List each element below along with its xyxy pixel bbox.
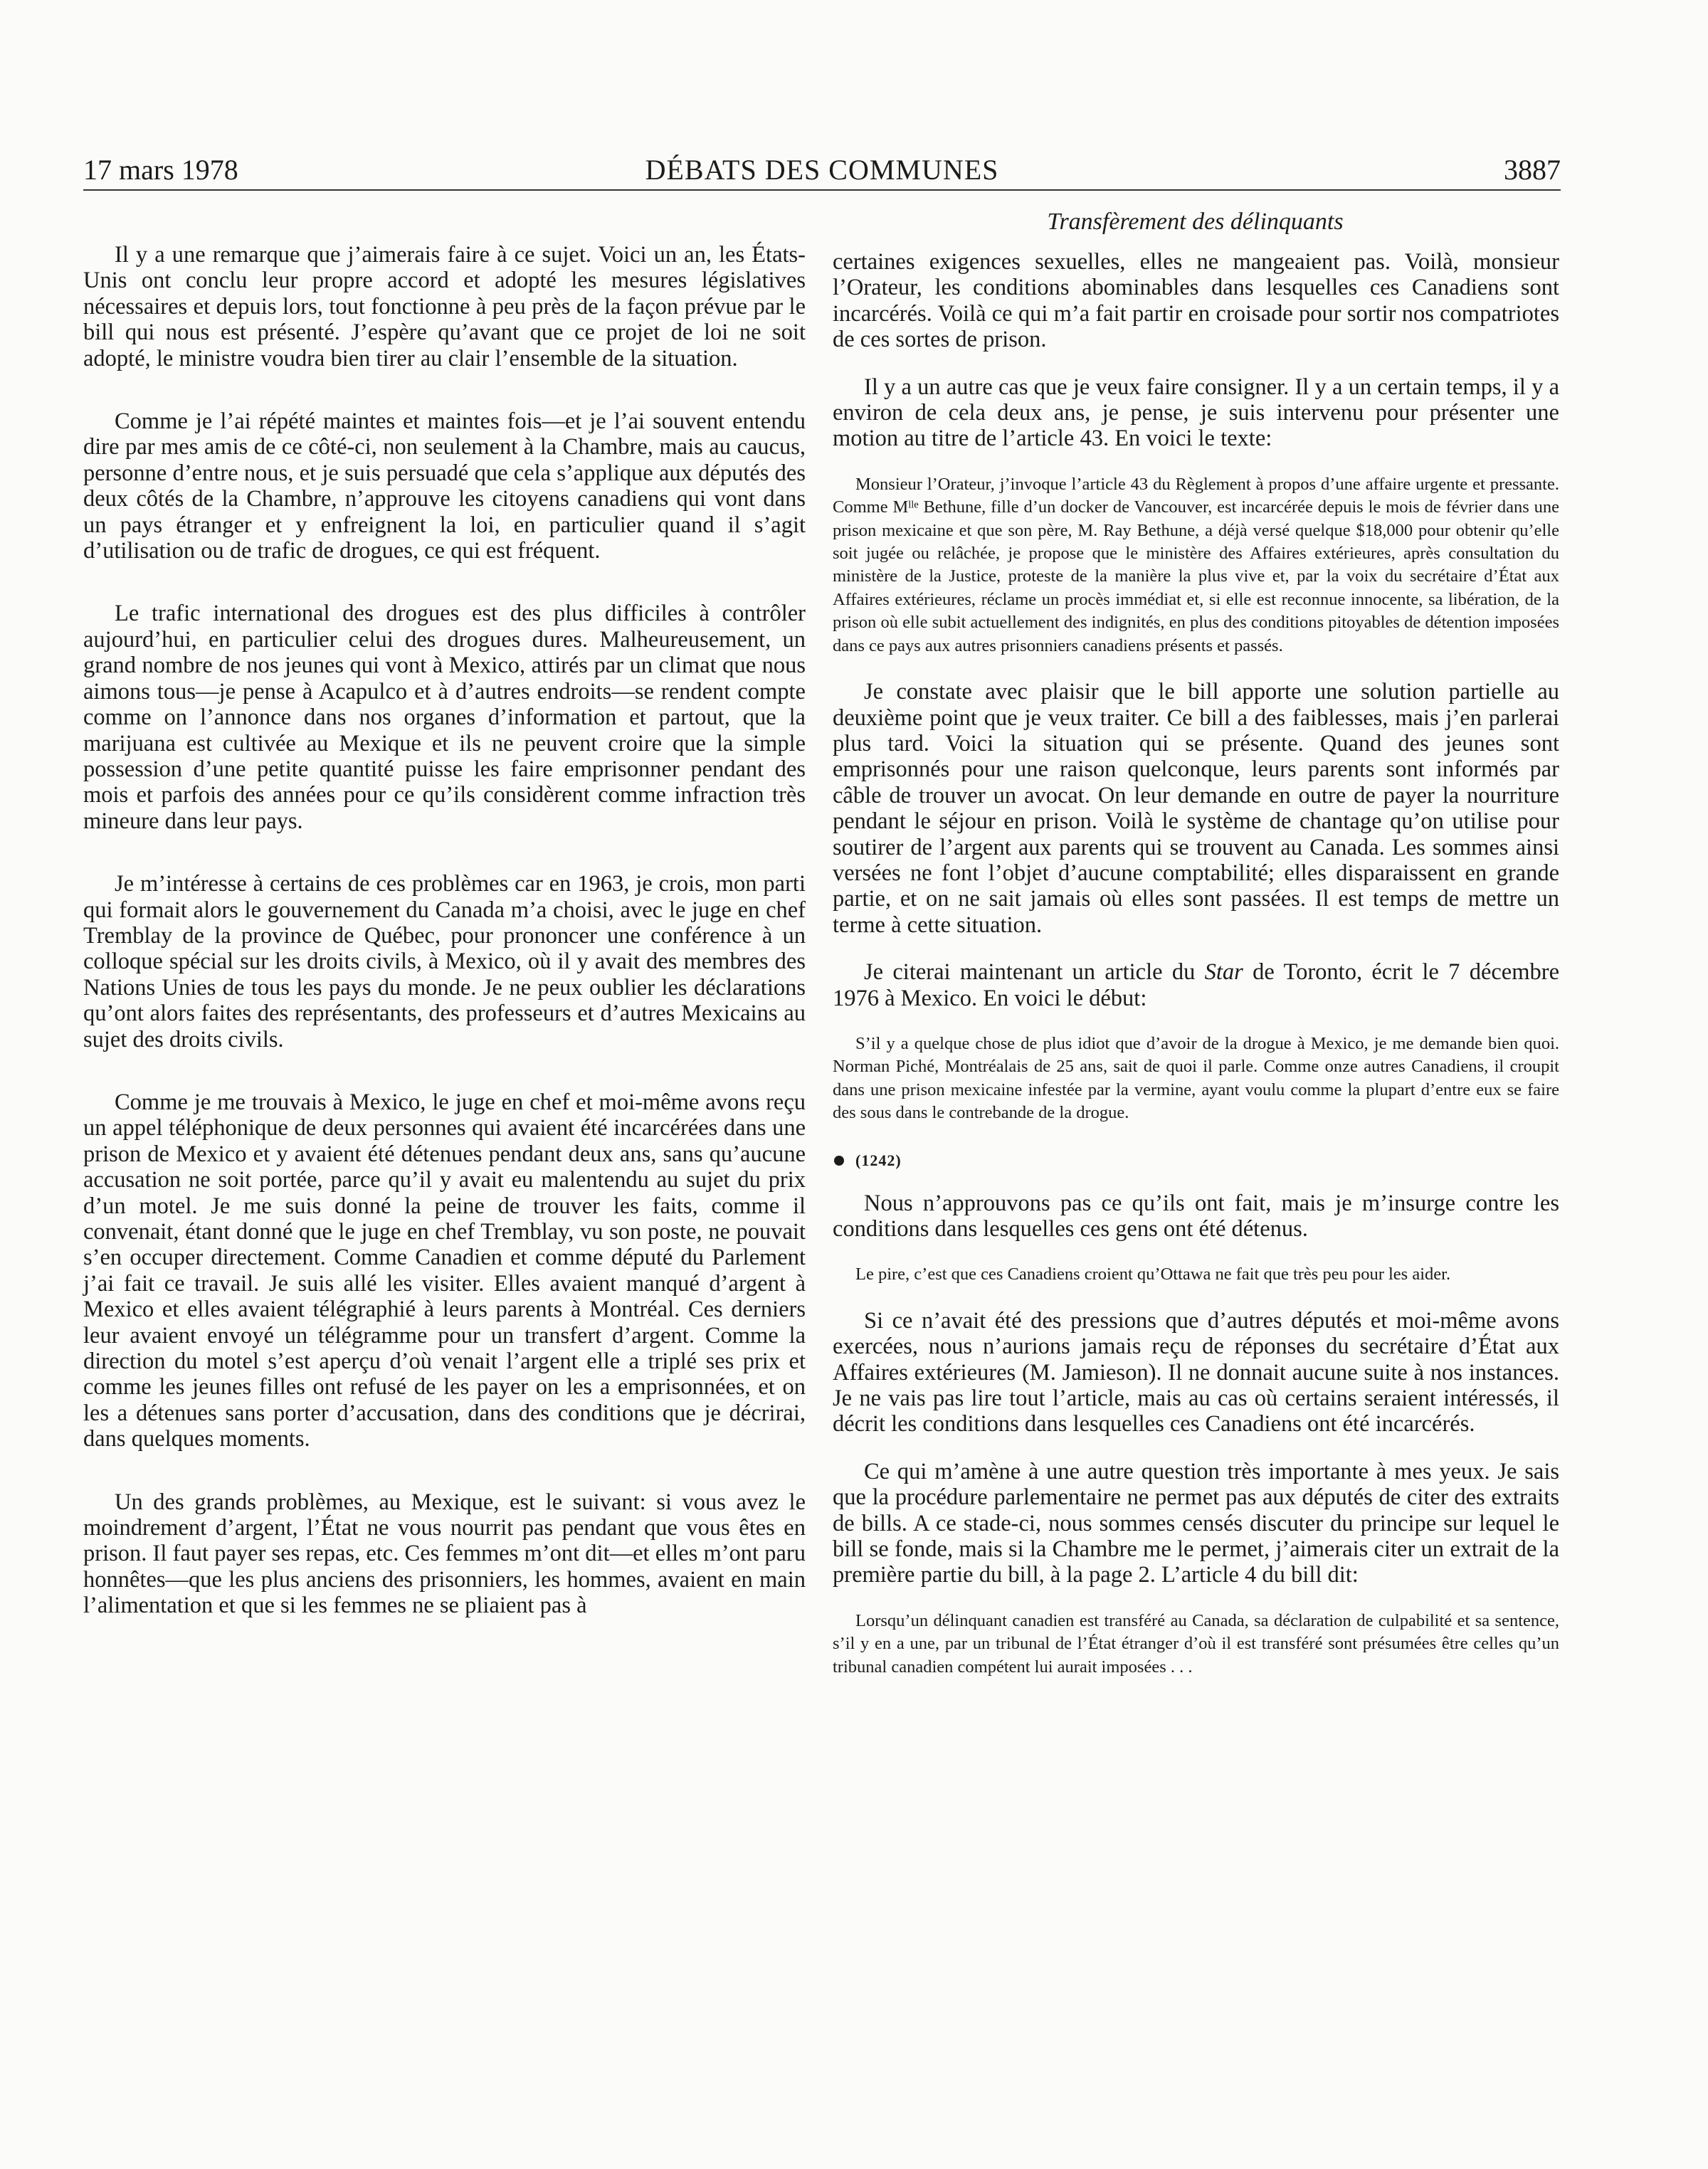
header-title: DÉBATS DES COMMUNES — [645, 154, 999, 186]
block-quote: Lorsqu’un délinquant canadien est transféré au Canada, sa déclaration de culpabilité et sa sentence, s’il y en a une, par un tribunal de l’État étranger d’où il est transféré sont présumées être celles qu’un tribunal canadien compétent lui aurait imposées . . . — [833, 1610, 1559, 1677]
paragraph: Il y a un autre cas que je veux faire consigner. Il y a un certain temps, il y a environ de cela deux ans, je pense, je suis intervenu pour présenter une motion au titre de l’article 43. En voici le texte: — [833, 374, 1559, 452]
left-column — [83, 242, 806, 1656]
right-column — [833, 249, 1559, 1700]
paragraph-text: Je citerai maintenant un article du — [864, 959, 1205, 986]
running-title: Transfèrement des délinquants — [1047, 209, 1344, 235]
paragraph: Nous n’approuvons pas ce qu’ils ont fait, mais je m’insurge contre les conditions dans lesquelles ces gens ont été détenus. — [833, 1190, 1559, 1242]
paragraph: Le trafic international des drogues est des plus difficiles à contrôler aujourd’hui, en particulier celui des drogues dures. Malheureusement, un grand nombre de nos jeunes qui vont à Mexico, attirés par un climat que nous aimons tous—je pense à Acapulco et à d’autres endroits—se rendent compte comme on l’annonce dans nos organes d’information et partout, que la marijuana est cultivée au Mexique et ils ne peuvent croire que la simple possession d’une petite quantité puisse les faire emprisonner pendant des mois et parfois des années pour ce qu’ils considèrent comme infraction très mineure dans leur pays. — [83, 601, 806, 834]
time-marker — [833, 1146, 1559, 1175]
paragraph — [833, 959, 1559, 1011]
header-date: 17 mars 1978 — [83, 154, 238, 186]
paragraph: Il y a une remarque que j’aimerais faire à ce sujet. Voici un an, les États-Unis ont conclu leur propre accord et adopté les mesures législatives nécessaires et depuis lors, tout fonctionne à peu près de la façon prévue par le bill qui nous est présenté. J’espère qu’avant que ce projet de loi ne soit adopté, le ministre voudra bien tirer au clair l’ensemble de la situation. — [83, 242, 806, 371]
paragraph: certaines exigences sexuelles, elles ne mangeaient pas. Voilà, monsieur l’Orateur, les conditions abominables dans lesquelles ces Canadiens sont incarcérés. Voilà ce qui m’a fait partir en croisade pour sortir nos compatriotes de ces sortes de prison. — [833, 249, 1559, 353]
paragraph: Je constate avec plaisir que le bill apporte une solution partielle au deuxième point que je veux traiter. Ce bill a des faiblesses, mais j’en parlerai plus tard. Voici la situation qui se présente. Quand des jeunes sont emprisonnés pour une raison quelconque, leurs parents sont informés par câble de trouver un avocat. On leur demande en outre de payer la nourriture pendant le séjour en prison. Voilà le système de chantage qu’on utilise pour soutirer de l’argent aux parents qui se trouvent au Canada. Les sommes ainsi versées ne font l’objet d’aucune comptabilité; elles disparaissent en grande partie, et on ne sait jamais où elles sont passées. Il est temps de mettre un terme à cette situation. — [833, 679, 1559, 938]
paragraph: Si ce n’avait été des pressions que d’autres députés et moi-même avons exercées, nous n’aurions jamais reçu de réponses du secrétaire d’État aux Affaires extérieures (M. Jamieson). Il ne donnait aucune suite à nos instances. Je ne vais pas lire tout l’article, mais au cas où certains seraient intéressés, il décrit les conditions dans lesquelles ces Canadiens ont été incarcérés. — [833, 1307, 1559, 1437]
paragraph: Ce qui m’amène à une autre question très importante à mes yeux. Je sais que la procédure parlementaire ne permet pas aux députés de citer des extraits de bills. A ce stade-ci, nous sommes censés discuter du principe sur lequel le bill se fonde, mais si la Chambre me le permet, j’aimerais citer un extrait de la première partie du bill, à la page 2. L’article 4 du bill dit: — [833, 1458, 1559, 1588]
newspaper-name: Star — [1204, 959, 1243, 986]
block-quote: S’il y a quelque chose de plus idiot que d’avoir de la drogue à Mexico, je me demande bien quoi. Norman Piché, Montréalais de 25 ans, sait de quoi il parle. Comme onze autres Canadiens, il croupit dans une prison mexicaine infestée par la vermine, ayant voulu comme la plupart d’entre eux se faire des sous dans le contrebande de la drogue. — [833, 1033, 1559, 1123]
paragraph: Comme je me trouvais à Mexico, le juge en chef et moi-même avons reçu un appel téléphonique de deux personnes qui avaient été incarcérées dans une prison de Mexico et y avaient été détenues pendant deux ans, sans qu’aucune accusation ne soit portée, parce qu’il y avait eu malentendu au sujet du prix d’un motel. Je me suis donné la peine de trouver les faits, comme il convenait, étant donné que le juge en chef Tremblay, vu son poste, ne pouvait s’en occuper directement. Comme Canadien et comme député du Parlement j’ai fait ce travail. Je suis allé les visiter. Elles avaient manqué d’argent à Mexico et elles avaient télégraphié à leurs parents à Montréal. Ces derniers leur avaient envoyé un télégramme pour un transfert d’argent. Comme la direction du motel s’est aperçu d’où venait l’argent elle a triplé ses prix et comme les jeunes filles ont refusé de les payer on les a emprisonnées, et on les a détenues sans porter d’accusation, dans des conditions que je décrirai, dans quelques moments. — [83, 1089, 806, 1452]
block-quote: Le pire, c’est que ces Canadiens croient qu’Ottawa ne fait que très peu pour les aider. — [855, 1265, 1451, 1284]
page-header — [83, 151, 1561, 191]
time-marker-text: (1242) — [855, 1151, 902, 1169]
paragraph: Je m’intéresse à certains de ces problèmes car en 1963, je crois, mon parti qui formait alors le gouvernement du Canada m’a choisi, avec le juge en chef Tremblay de la province de Québec, pour prononcer une conférence à un colloque spécial sur les droits civils, à Mexico, où il y avait des membres des Nations Unies de tous les pays du monde. Je ne peux oublier les déclarations qu’ont alors faites des représentants, des professeurs et d’autres Mexicains au sujet des droits civils. — [83, 871, 806, 1052]
page-number: 3887 — [1504, 154, 1561, 186]
paragraph-text: de Toronto, écrit le 7 décembre 1976 à Mexico. En voici le début: — [833, 959, 1560, 1011]
paragraph: Un des grands problèmes, au Mexique, est le suivant: si vous avez le moindrement d’argent, l’État ne vous nourrit pas pendant que vous êtes en prison. Il faut payer ses repas, etc. Ces femmes m’ont dit—et elles m’ont paru honnêtes—que les plus anciens des prisonniers, les hommes, avaient en main l’alimentation et que si les femmes ne se pliaient pas à — [83, 1489, 806, 1619]
block-quote: Monsieur l’Orateur, j’invoque l’article 43 du Règlement à propos d’une affaire urgente et pressante. Comme Mˡˡᵉ Bethune, fille d’un docker de Vancouver, est incarcérée depuis le mois de février dans une prison mexicaine et que son père, M. Ray Bethune, a déjà versé quelque $18,000 pour obtenir qu’elle soit jugée ou relâchée, je propose que le ministère des Affaires extérieures, après consultation du ministère de la Justice, proteste de la manière la plus vive et, par la voix du secrétaire d’État aux Affaires extérieures, réclame un procès immédiat et, si elle est reconnue innocente, sa libération, de la prison où elle subit actuellement des indignités, en plus des conditions pitoyables de détention imposées dans ce pays aux autres prisonniers canadiens présents et passés. — [833, 474, 1559, 655]
paragraph: Comme je l’ai répété maintes et maintes fois—et je l’ai souvent entendu dire par mes amis de ce côté-ci, non seulement à la Chambre, mais au caucus, personne d’entre nous, et je suis persuadé que cela s’applique aux députés des deux côtés de la Chambre, n’approuve les citoyens canadiens qui vont dans un pays étranger et y enfreignent la loi, en particulier quand il s’agit d’utilisation ou de trafic de drogues, ce qui est fréquent. — [83, 408, 806, 564]
bullet-icon — [834, 1156, 844, 1166]
